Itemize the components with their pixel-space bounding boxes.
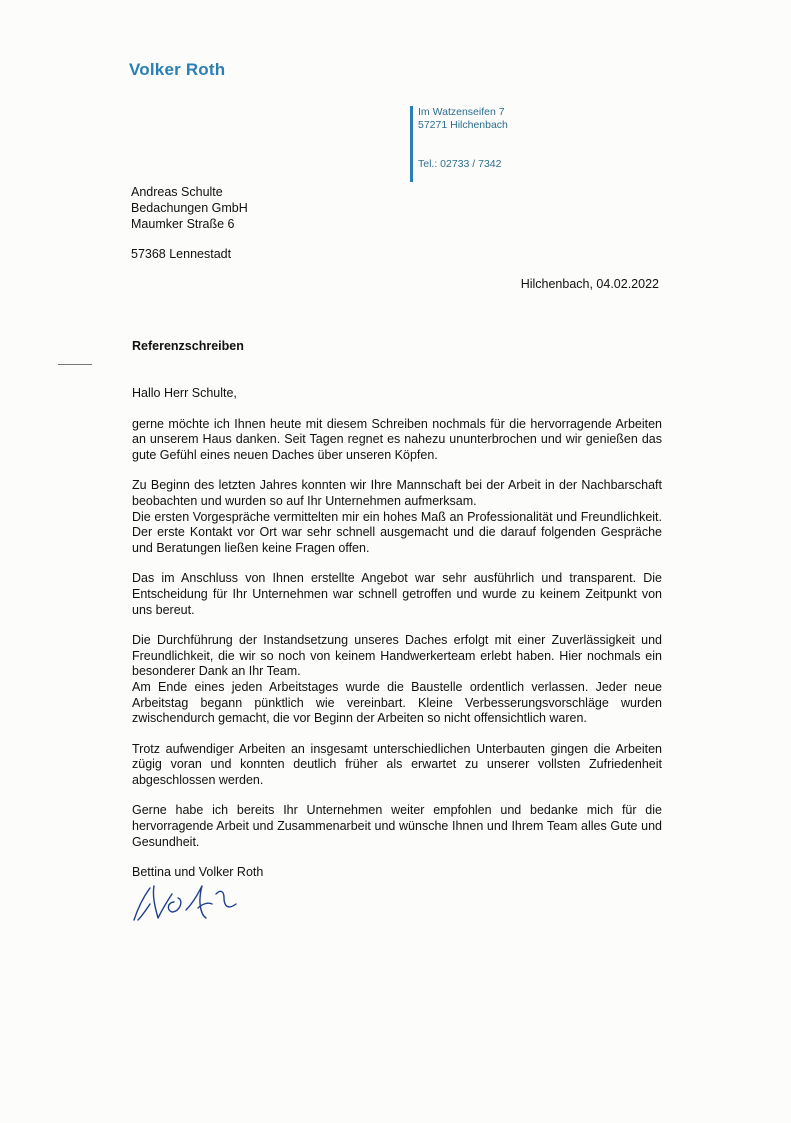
body-paragraph: Die Durchführung der Instandsetzung unseres Daches erfolgt mit einer Zuverlässigkeit und Freundlichkeit, die wir so noch von keinem Handwerkerteam erlebt haben. Hier nochmals ein besonderer Dank an Ihr Team. — [132, 633, 662, 679]
sender-street: Im Watzenseifen 7 — [418, 106, 505, 118]
handwritten-signature — [128, 880, 248, 933]
place-date-line: Hilchenbach, 04.02.2022 — [520, 277, 659, 291]
body-paragraph: Das im Anschluss von Ihnen erstellte Angebot war sehr ausführlich und transparent. Die Entscheidung für Ihr Unternehmen war schnell getroffen und wurde zu keinem Zeitpunkt von uns bereut. — [132, 571, 662, 617]
letterhead-name: Volker Roth — [129, 60, 226, 79]
recipient-address — [131, 184, 248, 262]
recipient-company: Bedachungen GmbH — [131, 201, 248, 215]
fold-mark — [58, 364, 92, 365]
closing-names: Bettina und Volker Roth — [132, 865, 264, 880]
body-paragraph: Zu Beginn des letzten Jahres konnten wir Ihre Mannschaft bei der Arbeit in der Nachbarschaft beobachten und wurden so auf Ihr Unternehmen aufmerksam. — [132, 478, 662, 508]
body-paragraph: Gerne habe ich bereits Ihr Unternehmen weiter empfohlen und bedanke mich für die hervorragende Arbeit und Zusammenarbeit und wünsche Ihnen und Ihrem Team alles Gute und Gesundheit. — [132, 803, 662, 849]
body-paragraph: gerne möchte ich Ihnen heute mit diesem Schreiben nochmals für die hervorragende Arbeiten an unserem Haus danken. Seit Tagen regnet es nahezu ununterbrochen und wir genießen das gute Gefühl eines neuen Daches über unseren Köpfen. — [132, 416, 662, 462]
body-paragraph: Am Ende eines jeden Arbeitstages wurde die Baustelle ordentlich verlassen. Jeder neue Arbeitstag begann pünktlich wie vereinbart. Kleine Verbesserungsvorschläge wurden zwischendurch gemacht, die vor Beginn der Arbeiten so nicht offensichtlich waren. — [132, 679, 662, 726]
recipient-name: Andreas Schulte — [131, 185, 223, 199]
sender-phone: Tel.: 02733 / 7342 — [418, 158, 502, 170]
signature-graphic — [128, 880, 248, 928]
sender-address-block — [410, 106, 508, 182]
body-paragraph: Die ersten Vorgespräche vermittelten mir ein hohes Maß an Professionalität und Freundlichkeit. Der erste Kontakt vor Ort war sehr schnell ausgemacht und die darauf folgenden Gespräche und Beratungen ließen keine Fragen offen. — [132, 509, 662, 555]
letter-body — [132, 386, 662, 886]
letter-subject: Referenzschreiben — [132, 339, 244, 353]
salutation: Hallo Herr Schulte, — [132, 386, 237, 400]
recipient-city: 57368 Lennestadt — [131, 247, 232, 261]
recipient-street: Maumker Straße 6 — [131, 217, 235, 231]
sender-city: 57271 Hilchenbach — [418, 119, 508, 131]
body-paragraph: Trotz aufwendiger Arbeiten an insgesamt unterschiedlichen Unterbauten gingen die Arbeiten zügig voran und konnten deutlich früher als erwartet zu unserer vollsten Zufriedenheit abgeschlossen werden. — [132, 741, 662, 787]
